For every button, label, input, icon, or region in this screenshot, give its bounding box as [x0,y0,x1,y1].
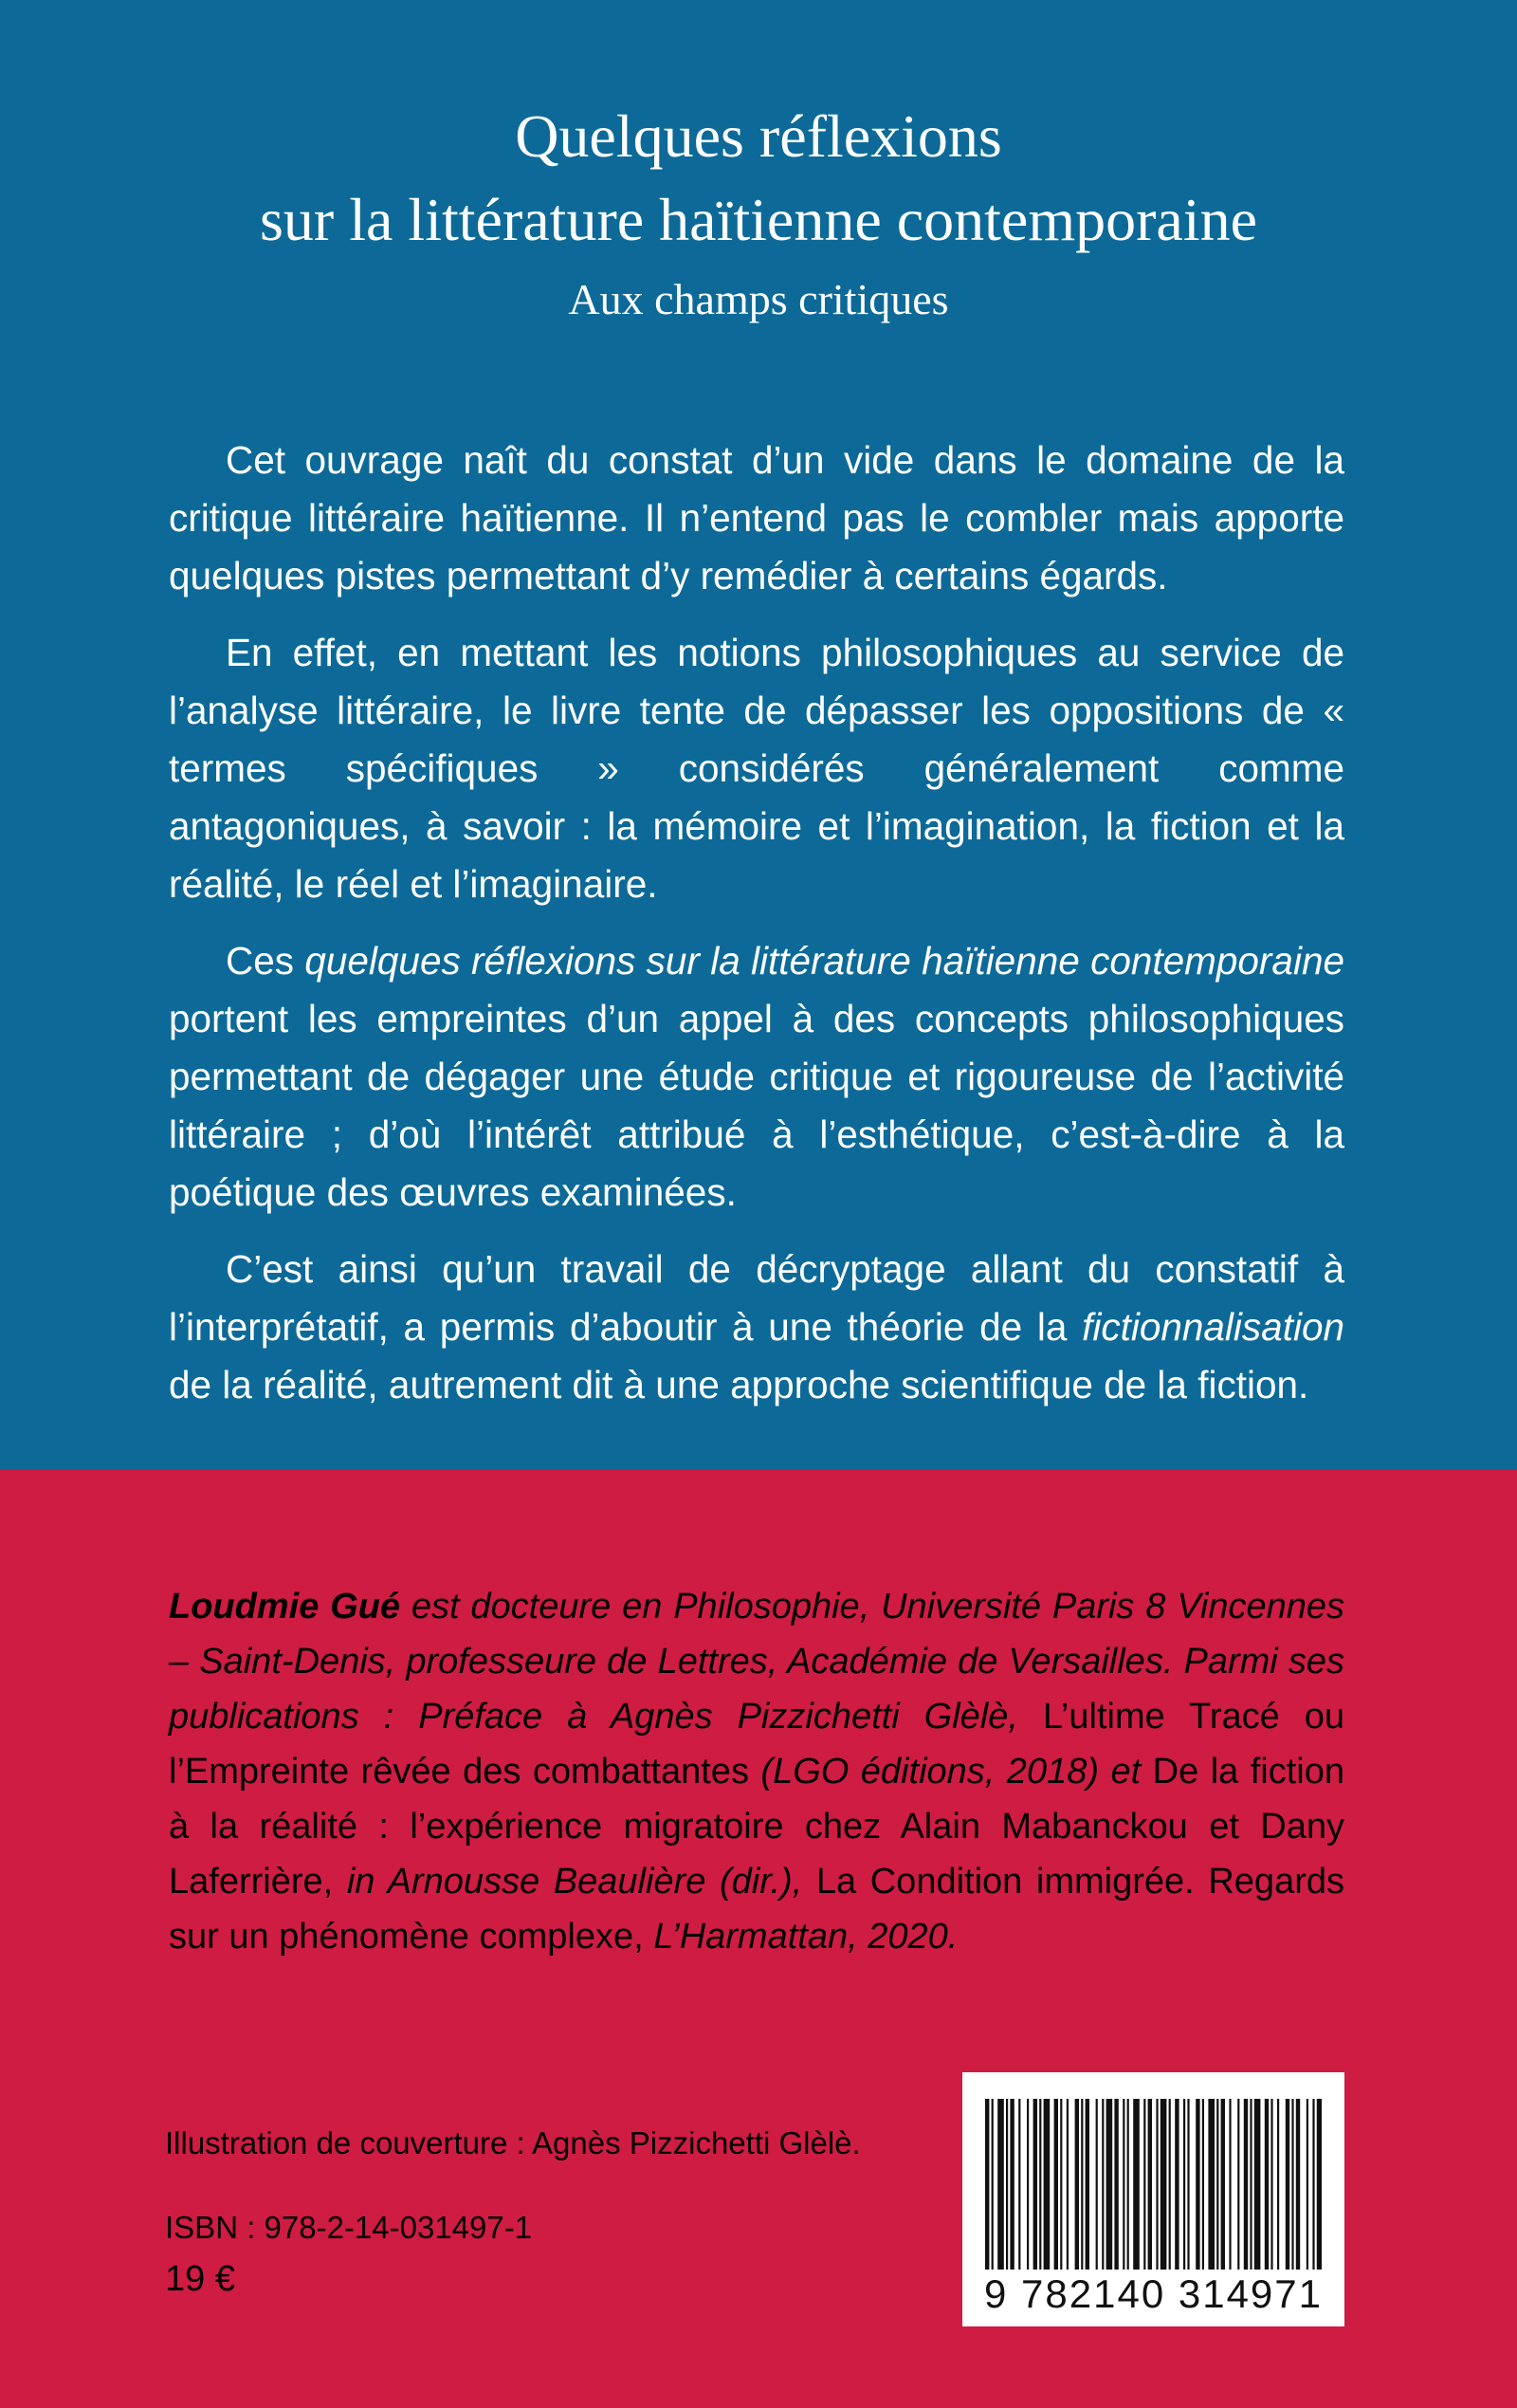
barcode-bar [1044,2099,1051,2270]
barcode-bar [1250,2099,1252,2270]
price: 19 € [165,2259,235,2299]
blurb-p3-start: Ces [226,939,305,983]
barcode-bar [1133,2099,1140,2270]
author-name: Loudmie Gué [169,1587,401,1627]
barcode-bar [1244,2099,1248,2270]
blurb-paragraph-4 [169,1241,1344,1414]
title-block [0,95,1517,328]
blurb-p4-start: C’est ainsi qu’un travail de décryptage allant du constatif à l’interprétatif, a permis d’aboutir à une théorie de la [169,1247,1344,1349]
barcode-bar [1202,2099,1204,2270]
barcode-bar [1229,2099,1231,2270]
blurb-paragraph-3 [169,932,1344,1222]
barcode-bar [1106,2099,1113,2270]
barcode-bar [1096,2099,1098,2270]
barcode-bar [1102,2099,1104,2270]
author-bio-2: L’ultime Tracé ou l’Empreinte rêvée des combattantes [169,1697,1345,1792]
blurb-p4-end: de la réalité, autrement dit à une approche scientifique de la fiction. [169,1363,1309,1406]
barcode-bar [1237,2099,1239,2270]
barcode-bar [1033,2099,1037,2270]
barcode-bar [1123,2099,1124,2270]
barcode-bar [1018,2099,1020,2270]
barcode-bar [1208,2099,1215,2270]
barcode [962,2072,1344,2326]
barcode-bar [992,2099,994,2270]
blurb-p3-italic: quelques réflexions sur la littérature haïtienne contemporaine [304,939,1344,983]
barcode-digits: 9 782140 314971 [984,2271,1323,2316]
barcode-bar [1286,2099,1289,2270]
barcode-bar [1067,2099,1069,2270]
barcode-bar [997,2099,1004,2270]
barcode-bar [1075,2099,1079,2270]
barcode-bar [1312,2099,1314,2270]
blurb-paragraph-2: En effet, en mettant les notions philosophiques au service de l’analyse littéraire, le livre tente de dépasser les oppositions de « termes spécifiques » considérés généralement comme antagoniques, à savoir : la mémoire et l’imagination, la fiction et la réalité, le réel et l’imaginaire. [169,631,1344,906]
title-line-2: sur la littérature haïtienne contemporaine [260,186,1257,253]
barcode-bar [1291,2099,1293,2270]
barcode-bar [1161,2099,1167,2270]
barcode-bar [1127,2099,1129,2270]
barcode-bar [1277,2099,1279,2270]
illustration-credit: Illustration de couverture : Agnès Pizzichetti Glèlè. [165,2125,861,2160]
barcode-bar [1054,2099,1058,2270]
isbn: ISBN : 978-2-14-031497-1 [165,2210,533,2245]
barcode-bar [1114,2099,1118,2270]
barcode-bar [1156,2099,1158,2270]
author-bio-3: (LGO éditions, 2018) et [748,1752,1153,1792]
blurb-paragraph-1: Cet ouvrage naît du constat d’un vide dans le domaine de la critique littéraire haïtienne. Il n’entend pas le combler mais apporte quelques pistes permettant d’y remédier à certains égards. [169,438,1344,597]
title-line-1: Quelques réflexions [515,102,1002,170]
blurb-p4-italic: fictionnalisation [1082,1305,1344,1349]
barcode-bar [1196,2099,1199,2270]
author-bio-6: La Condition immigrée. Regards sur un phénomène complexe, [169,1862,1344,1957]
author-bio-4: De la fiction à la réalité : l’expérience migratoire chez Alain Mabanckou et Dany Laferrière, [169,1752,1345,1902]
barcode-bar [1307,2099,1308,2270]
blurb-p3-end: portent les empreintes d’un appel à des concepts philosophiques permettant de dégager une étude critique et rigoureuse de l’activité littéraire ; d’où l’intérêt attribué à l’esthétique, c’est-à-dire à la poétique des œuvres examinées. [169,997,1344,1214]
barcode-bar [1187,2099,1189,2270]
barcode-bars [985,2099,1322,2270]
barcode-bar [1039,2099,1041,2270]
barcode-bar [1175,2099,1179,2270]
barcode-bar [1317,2099,1322,2270]
author-bio-1: est docteure en Philosophie, Université Paris 8 Vincennes – Saint-Denis, professeure de Lettres, Académie de Versailles. Parmi ses publications : Préface à Agnès Pizzichetti Glèlè, [169,1587,1344,1737]
barcode-bar [1081,2099,1083,2270]
barcode-bar [1027,2099,1029,2270]
author-bio-7: L’Harmattan, 2020. [643,1917,959,1957]
author-bio [169,1579,1344,1964]
barcode-bar [1183,2099,1185,2270]
barcode-bar [1169,2099,1171,2270]
barcode-bar [1060,2099,1062,2270]
barcode-bar [1265,2099,1269,2270]
barcode-bar [1010,2099,1014,2270]
author-bio-5: in Arnousse Beaulière (dir.), [333,1862,816,1902]
barcode-bar [1216,2099,1218,2270]
barcode-bar [1006,2099,1008,2270]
barcode-bar [1270,2099,1272,2270]
barcode-bar [985,2099,989,2270]
subtitle: Aux champs critiques [568,275,949,323]
barcode-bar [1143,2099,1145,2270]
barcode-bar [1221,2099,1225,2270]
blurb [169,432,1344,1433]
barcode-bar [1296,2099,1300,2270]
author-bio-text [169,1579,1344,1964]
barcode-bar [1148,2099,1152,2270]
barcode-bar [1254,2099,1261,2270]
barcode-bar [1086,2099,1089,2270]
